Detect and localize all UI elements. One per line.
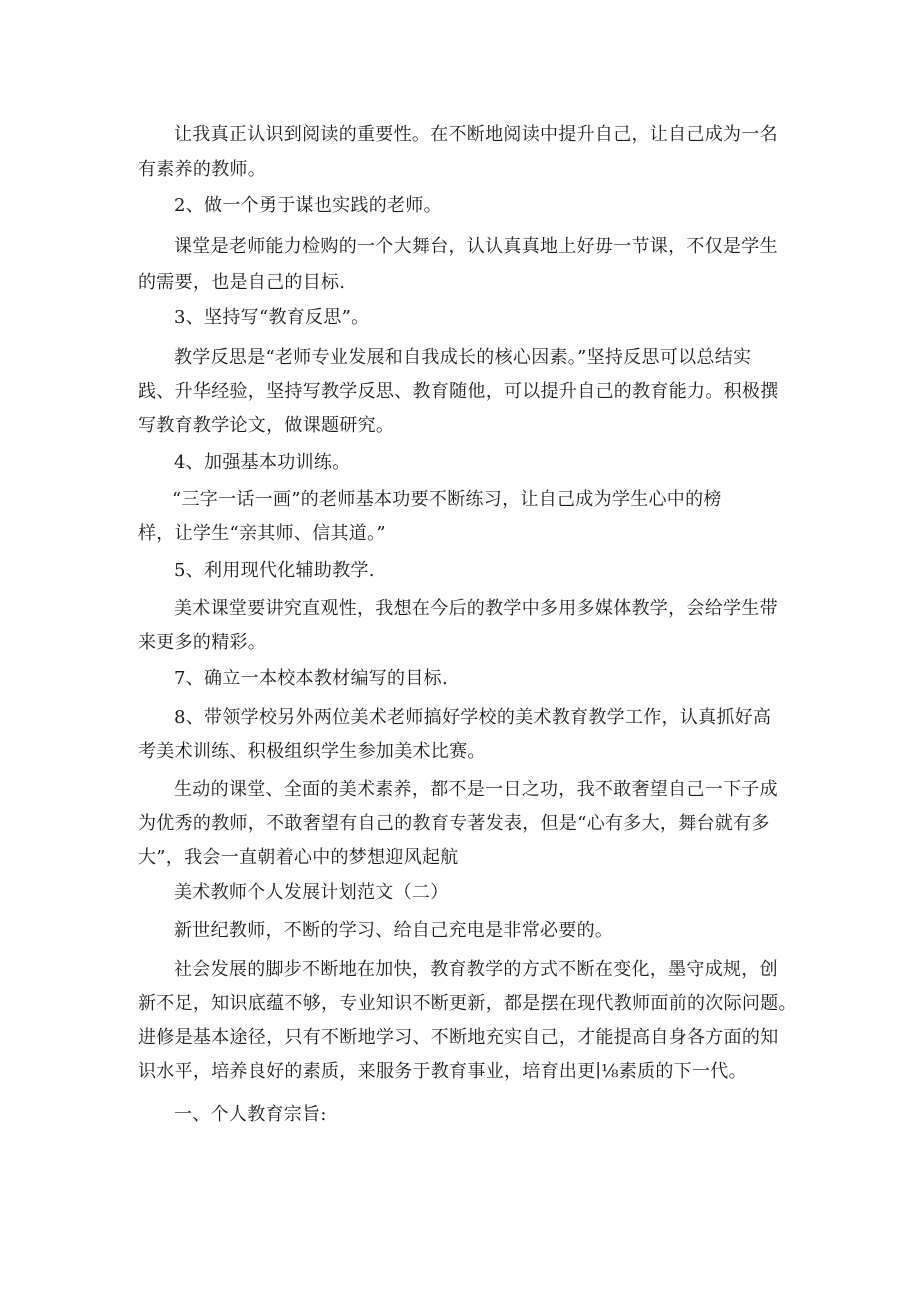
text-line: 生动的课堂、全面的美术素养，都不是一日之功，我不敢奢望自己一下子成 [174, 779, 778, 800]
text-line: 有素养的教师。 [138, 159, 267, 180]
document-subtitle: 美术教师个人发展计划范文（二） [174, 882, 449, 903]
text-line: 新不足，知识底蕴不够，专业知识不断更新，都是摆在现代教师面前的次际问题。 [138, 993, 797, 1014]
text-line: 美术课堂要讲究直观性，我想在今后的教学中多用多媒体教学，会给学生带 [174, 598, 778, 619]
text-line: 为优秀的教师，不敢奢望有自己的教育专著发表，但是“心有多大，舞台就有多 [138, 813, 770, 834]
section-heading: 2、做一个勇于谋也实践的老师。 [174, 195, 442, 216]
text-line: 来更多的精彩。 [138, 632, 267, 653]
text-line: 的需要，也是自己的目标. [138, 272, 346, 293]
text-line: “三字一话一画”的老师基本功要不断练习，让自己成为学生心中的榜 [172, 489, 722, 510]
section-heading: 4、加强基本功训练。 [174, 452, 351, 473]
section-heading: 5、利用现代化辅助教学. [174, 560, 375, 581]
text-line: 课堂是老师能力检购的一个大舞台，认认真真地上好毋一节课，不仅是学生 [174, 236, 778, 257]
text-line: 考美术训练、积极组织学生参加美术比赛。 [138, 741, 486, 762]
text-line: 让我真正认识到阅读的重要性。在不断地阅读中提升自己，让自己成为一名 [174, 124, 778, 145]
text-line: 样，让学生“亲其师、信其道。” [138, 523, 386, 544]
text-line: 进修是基本途径，只有不断地学习、不断地充实自己，才能提高自身各方面的知 [138, 1027, 779, 1048]
section-heading: 7、确立一本校本教材编写的目标. [174, 668, 448, 689]
section-heading: 一、个人教育宗旨: [174, 1104, 327, 1125]
text-line: 教学反思是“老师专业发展和自我成长的核心因素。”坚持反思可以总结实 [174, 347, 752, 368]
text-line: 写教育教学论文，做课题研究。 [138, 415, 395, 436]
section-heading: 3、坚持写“教育反思”。 [174, 307, 370, 328]
section-heading: 8、带领学校另外两位美术老师搞好学校的美术教育教学工作，认真抓好高 [174, 707, 772, 728]
text-line: 识水平，培养良好的素质，来服务于教育事业，培育出更∣⅛素质的下一代。 [138, 1061, 747, 1082]
text-line: 社会发展的脚步不断地在加快，教育教学的方式不断在变化，墨守成规，创 [174, 959, 778, 980]
text-line: 践、升华经验，坚持写教学反思、教育随他，可以提升自己的教育能力。积极撰 [138, 381, 779, 402]
text-line: 新世纪教师，不断的学习、给自己充电是非常必要的。 [174, 920, 614, 941]
text-line: 大”，我会一直朝着心中的梦想迎风起航 [138, 847, 459, 868]
